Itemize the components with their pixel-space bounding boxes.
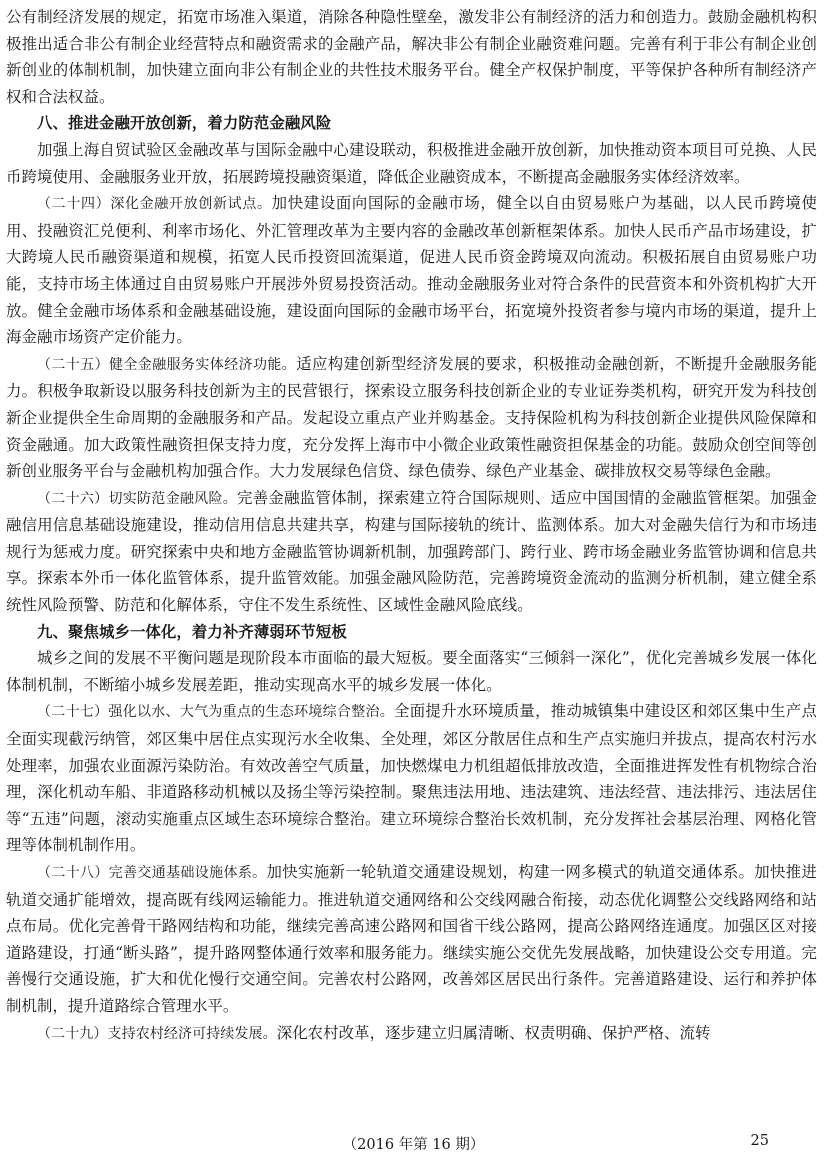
page-footer [0, 1133, 827, 1157]
paragraph-nonpublic-economy: 公有制经济发展的规定，拓宽市场准入渠道，消除各种隐性壁垒，激发非公有制经济的活力和创造力。鼓励金融机构积极推出适合非公有制企业经营特点和融资需求的金融产品，解决非公有制企业融资难问题。完善有利于非公有制企业创新创业的体制机制，加快建立面向非公有制企业的共性技术服务平台。健全产权保护制度，平等保护各种所有制经济产权和合法权益。 [6, 8, 817, 106]
paragraph-urban-rural-intro: 城乡之间的发展不平衡问题是现阶段本市面临的最大短板。要全面落实“三倾斜一深化”，优化完善城乡发展一体化体制机制，不断缩小城乡发展差距，推动实现高水平的城乡发展一体化。 [6, 649, 817, 694]
article-body [6, 4, 817, 1047]
page-number: 25 [750, 1133, 769, 1149]
issue-label: （2016 年第 16 期） [342, 1137, 485, 1153]
item-29-title: （二十九）支持农村经济可持续发展。 [37, 1025, 277, 1042]
section-heading-9: 九、聚焦城乡一体化，着力补齐薄弱环节短板 [37, 622, 347, 641]
item-24 [6, 190, 817, 351]
item-26 [6, 485, 817, 619]
section-heading-8: 八、推进金融开放创新，着力防范金融风险 [37, 114, 332, 133]
item-25-text: 适应构建创新型经济发展的要求，积极推动金融创新，不断提升金融服务能力。积极争取新设以服务科技创新为主的民营银行，探索设立服务科技创新企业的专业证券类机构，研究开发为科技创新企业提供全生命周期的金融服务和产品。发起设立重点产业并购基金。支持保险机构为科技创新企业提供风险保障和资金融通。加大政策性融资担保支持力度，充分发挥上海市中小微企业政策性融资担保基金的功能。鼓励众创空间等创新创业服务平台与金融机构加强合作。大力发展绿色信贷、绿色债券、绿色产业基金、碳排放权交易等绿色金融。 [6, 354, 817, 481]
item-25-title: （二十五）健全金融服务实体经济功能。 [37, 356, 297, 373]
item-28 [6, 859, 817, 1020]
item-28-title: （二十八）完善交通基础设施体系。 [37, 865, 267, 881]
item-27-text: 全面提升水环境质量，推动城镇集中建设区和郊区集中生产点全面实现截污纳管，郊区集中居住点实现污水全收集、全处理，郊区分散居住点和生产点实施归并拔点，提高农村污水处理率，加强农业面源污染防治。有效改善空气质量，加快燃煤电力机组超低排放改造，全面推进挥发性有机物综合治理，深化机动车船、非道路移动机械以及扬尘等污染控制。聚焦违法用地、违法建筑、违法经营、违法排污、违法居住等“五违”问题，滚动实施重点区域生态环境综合整治。建立环境综合整治长效机制，充分发挥社会基层治理、网格化管理等体制机制作用。 [6, 702, 818, 855]
item-26-text: 完善金融监管体制，探索建立符合国际规则、适应中国国情的金融监管框架。加强金融信用信息基础设施建设，推动信用信息共建共享，构建与国际接轨的统计、监测体系。加大对金融失信行为和市场违规行为惩戒力度。研究探索中央和地方金融监管协调新机制，加强跨部门、跨行业、跨市场金融业务监管协调和信息共享。探索本外币一体化监管体系，提升监管效能。加强金融风险防范，完善跨境资金流动的监测分析机制，建立健全系统性风险预警、防范和化解体系，守住不发生系统性、区域性金融风险底线。 [6, 488, 817, 615]
item-28-text: 加快实施新一轮轨道交通建设规划，构建一网多模式的轨道交通体系。加快推进轨道交通扩能增效，提高既有线网运输能力。推进轨道交通网络和公交线网融合衔接，动态优化调整公交线路网络和站点布局。优化完善骨干路网结构和功能，继续完善高速公路网和国省干线公路网，提高公路网络连通度。加强区区对接道路建设，打通“断头路”，提升路网整体通行效率和服务能力。继续实施公交优先发展战略，加快建设公交专用道。完善慢行交通设施，扩大和优化慢行交通空间。完善农村公路网，改善郊区居民出行条件。完善道路建设、运行和养护体制机制，提升道路综合管理水平。 [6, 863, 817, 1015]
item-24-title: （二十四）深化金融开放创新试点。 [37, 196, 272, 213]
item-25 [6, 351, 817, 485]
item-27-title: （二十七）强化以水、大气为重点的生态环境综合整治。 [37, 704, 395, 721]
item-26-title: （二十六）切实防范金融风险。 [37, 490, 238, 507]
item-24-text: 加快建设面向国际的金融市场，健全以自由贸易账户为基础，以人民币跨境使用、投融资汇兑便利、利率市场化、外汇管理改革为主要内容的金融改革创新框架体系。加快人民币产品市场建设，扩大跨境人民币融资渠道和规模，拓宽人民币投资回流渠道，促进人民币资金跨境双向流动。积极拓展自由贸易账户功能，支持市场主体通过自由贸易账户开展涉外贸易投资活动。推动金融服务业对符合条件的民营资本和外资机构扩大开放。健全金融市场体系和金融基础设施，建设面向国际的金融市场平台，拓宽境外投资者参与境内市场的渠道，提升上海金融市场资产定价能力。 [6, 194, 817, 347]
item-29 [6, 1020, 817, 1048]
item-27 [6, 698, 817, 859]
item-29-text: 深化农村改革，逐步建立归属清晰、权责明确、保护严格、流转 [276, 1023, 711, 1042]
paragraph-finance-intro: 加强上海自贸试验区金融改革与国际金融中心建设联动，积极推进金融开放创新，加快推动资本项目可兑换、人民币跨境使用、金融服务业开放，拓展跨境投融资渠道，降低企业融资成本，不断提高金融服务实体经济效率。 [6, 140, 817, 186]
